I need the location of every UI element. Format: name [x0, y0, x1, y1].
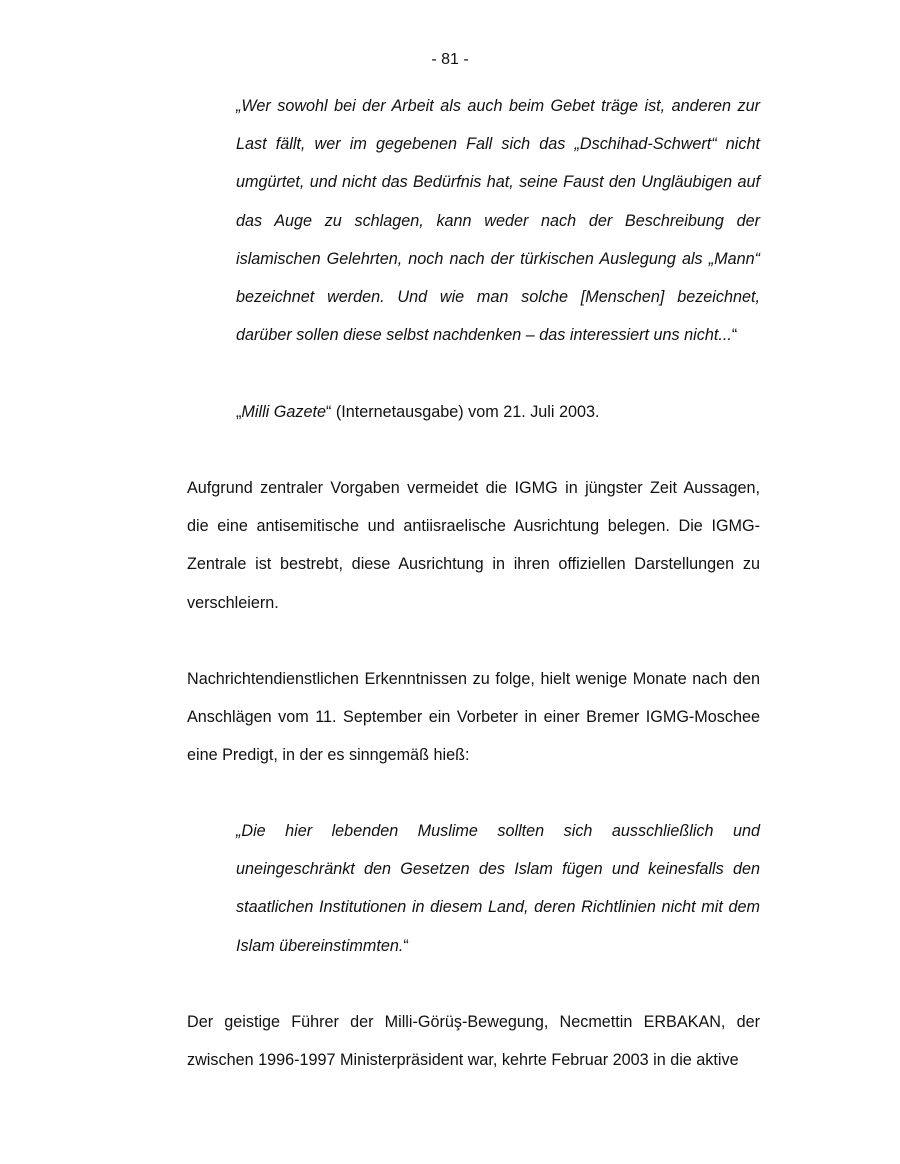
paragraph-erbakan: Der geistige Führer der Milli-Görüş-Bewegung, Necmettin ERBAKAN, der zwischen 1996-1997 Ministerpräsident war, kehrte Februar 2003 in die aktive	[187, 1013, 760, 1070]
quote-erbakan-milli-gazete	[236, 87, 760, 354]
quote-source	[236, 393, 760, 431]
quote-close-mark: “	[731, 326, 738, 345]
quote-open-mark: „	[236, 97, 242, 115]
paragraph-igmg-vorgaben: Aufgrund zentraler Vorgaben vermeidet die IGMG in jüngster Zeit Aussagen, die eine antisemitische und antiisraelische Ausrichtung belegen. Die IGMG-Zentrale ist bestrebt, diese Ausrichtung in ihren offiziellen Darstellungen zu verschleiern.	[187, 479, 760, 612]
quote-text: Wer sowohl bei der Arbeit als auch beim Gebet träge ist, anderen zur Last fällt, wer im gegebenen Fall sich das „Dschihad-Schwert“ nicht umgürtet, und nicht das Bedürfnis hat, seine Faust den Ungläubigen auf das Auge zu schlagen, kann weder nach der Beschreibung der islamischen Gelehrten, noch nach der türkischen Auslegung als „Mann“ bezeichnet werden. Und wie man solche [Menschen] bezeichnet, darüber sollen diese selbst nachdenken – das interessiert uns nicht...	[236, 97, 760, 345]
quote-close-mark: “	[403, 936, 409, 955]
quote-predigt	[236, 812, 760, 965]
page-number: - 81 -	[431, 51, 469, 68]
source-open-mark: „	[236, 403, 242, 421]
quote-text: Die hier lebenden Muslime sollten sich ausschließlich und uneingeschränkt den Gesetzen des Islam fügen und keinesfalls den staatlichen Institutionen in diesem Land, deren Richtlinien nicht mit dem Islam übereinstimmten.	[236, 822, 760, 955]
paragraph-bremer-predigt: Nachrichtendienstlichen Erkenntnissen zu folge, hielt wenige Monate nach den Anschlägen vom 11. September ein Vorbeter in einer Bremer IGMG-Moschee eine Predigt, in der es sinngemäß hieß:	[187, 670, 760, 765]
source-title: Milli Gazete	[241, 403, 326, 421]
quote-open-mark: „	[236, 822, 242, 840]
source-details: “ (Internetausgabe) vom 21. Juli 2003.	[325, 403, 600, 421]
